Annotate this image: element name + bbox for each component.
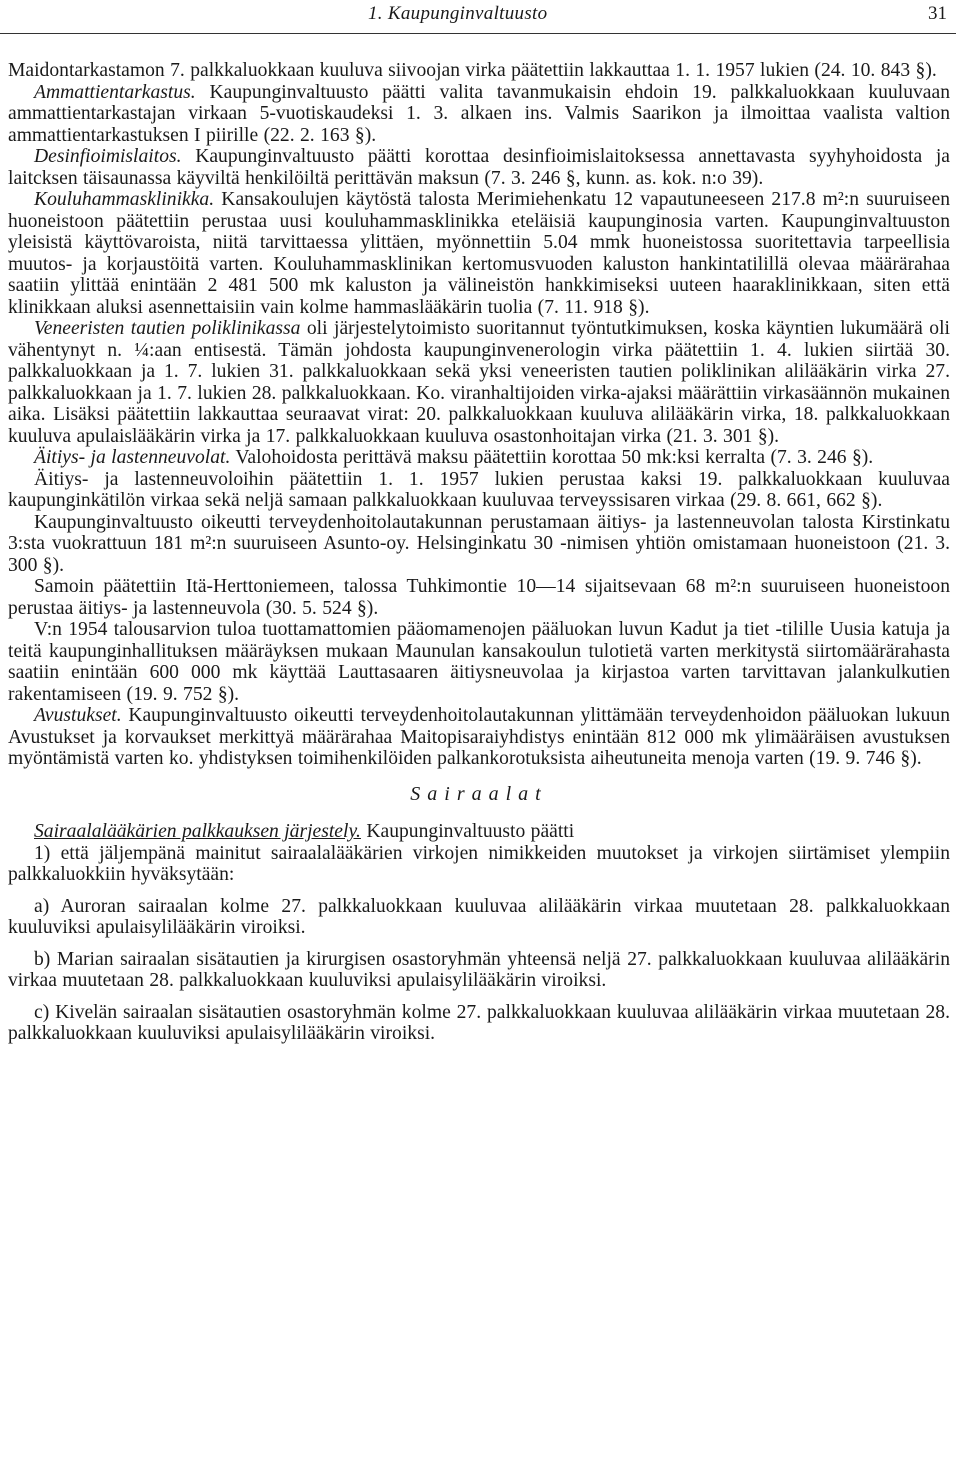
page-number: 31	[928, 3, 947, 24]
heading-avustukset: Avustukset.	[34, 705, 122, 726]
list-item-b: b) Marian sairaalan sisätautien ja kirurgisen osastoryhmän yhteensä neljä 27. palkkaluokkaan kuuluvaa alilääkärin virkaa muutetaan 28. palkkaluokkaan kuuluviksi apulaisylilääkärin viroiksi.	[8, 948, 950, 991]
section-heading-sairaalat: Sairaalat	[410, 782, 548, 805]
paragraph-kaupunginkatilot: Äitiys- ja lastenneuvoloihin päätettiin 1. 1. 1957 lukien perustaa kaksi 19. palkkaluokkaan kuuluvaa kaupunginkätilön virkaa sekä neljä samaan palkkaluokkaan kuuluvaa terveyssisaren virkaa (29. 8. 661, 662 §).	[8, 468, 950, 511]
text-sairaalalaakarit: Kaupunginvaltuusto päätti	[360, 821, 575, 842]
paragraph-maidontarkastamo: Maidontarkastamon 7. palkkaluokkaan kuuluva siivoojan virka päätettiin lakkauttaa 1. 1. 1957 lukien (24. 10. 843 §).	[8, 60, 937, 81]
heading-sairaalalaakarit: Sairaalalääkärien palkkauksen järjestely.	[34, 821, 361, 842]
heading-ammattientarkastus: Ammattientarkastus.	[34, 81, 196, 103]
paragraph-ammattientarkastus	[8, 82, 950, 147]
text-veneeriset-taudit: oli järjestelytoimisto suoritannut työntutkimuksen, koska käyntien lukumäärä oli vähentynyt n. ¼:aan entisestä. Tämän johdosta kaupunginvenerologin virka päätettiin 1. 4. lukien siirtää 30. palkkaluokkaan ja 1. 7. lukien 31. palkkaluokkaan sekä yksi veneeristen tautien poliklinikan alilääkärin virka 27. palkkaluokkaan ja 1. 7. lukien 28. palkkaluokkaan. Ko. viranhaltijoiden virka-ajaksi määrättiin virkasäännön mukainen aika. Lisäksi päätettiin lakkauttaa seuraavat virat: 20. palkkaluokkaan kuuluva alilääkärin virka, 18. palkkaluokkaan kuuluva apulaislääkärin virka ja 17. palkkaluokkaan kuuluva osastonhoitajan virka (21. 3. 301 §).	[8, 318, 950, 447]
text-ammattientarkastus: Kaupunginvaltuusto päätti valita tavanmukaisin ehdoin 19. palkkaluokkaan kuuluvaan ammattientarkastajan virkaan 5-vuotiskaudeksi 1. 3. alkaen ins. Valmis Saarikon ja ilmoittaa vaalista valtion ammattientarkastuksen I piirille (22. 2. 163 §).	[8, 81, 950, 146]
text-kouluhammasklinikka: Kansakoulujen käytöstä talosta Merimiehenkatu 12 vapautuneeseen 217.8 m²:n suuruiseen huoneistoon päätettiin perustaa uusi kouluhammasklinikka eteläisiä kaupunginosia varten. Kaupunginvaltuuston yleisistä käyttövaroista, niitä tarvittaessa ylittäen, myönnettiin 5.04 mmk huoneistossa suoritettavia tarpeellisia muutos- ja korjaustöitä varten. Kouluhammasklinikan kertomusvuoden kaluston hankintatilillä olevaa määrärahaa saatiin ylittää enintään 2 481 500 mk kaluston ja välineistön hankkimiseksi uuteen haaraklinikkaan, siten että klinikkaan aluksi asennettaisiin vain kolme hammaslääkärin tuolia (7. 11. 918 §).	[8, 189, 950, 318]
heading-kouluhammasklinikka: Kouluhammasklinikka.	[34, 189, 215, 210]
paragraph-kirstinkatu: Kaupunginvaltuusto oikeutti terveydenhoitolautakunnan perustamaan äitiys- ja lastenneuvolan talosta Kirstinkatu 3:sta vuokrattuun 181 m²:n suuruiseen Asunto-oy. Helsinginkatu 30 -nimisen yhtiön omistamaan huoneistoon (21. 3. 300 §).	[8, 511, 950, 576]
heading-desinfioimislaitos: Desinfioimislaitos.	[34, 146, 182, 167]
paragraph-sairaalalaakarit	[8, 821, 950, 843]
text-avustukset: Kaupunginvaltuusto oikeutti terveydenhoitolautakunnan ylittämään terveydenhoidon pääluokan lukuun Avustukset ja korvaukset merkittyä määrärahaa Maitopisaraiyhdistys enintään 812 000 mk ylimääräisen avustuksen myöntämistä varten ko. yhdistyksen toimihenkilöiden palkankorotuksista aiheutuneita menoja varten (19. 9. 746 §).	[8, 705, 950, 769]
paragraph-kouluhammasklinikka	[8, 189, 950, 318]
list-item-c: c) Kivelän sairaalan sisätautien osastoryhmän kolme 27. palkkaluokkaan kuuluvaa alilääkärin virkaa muutetaan 28. palkkaluokkaan kuuluviksi apulaisylilääkärin viroiksi.	[8, 1001, 950, 1044]
page-header	[0, 0, 960, 34]
heading-veneeriset-taudit: Veneeristen tautien poliklinikassa	[34, 318, 301, 339]
paragraph-aitiysneuvolat	[8, 447, 950, 469]
list-item-a: a) Auroran sairaalan kolme 27. palkkaluokkaan kuuluvaa alilääkärin virkaa muutetaan 28. palkkaluokkaan kuuluviksi apulaisylilääkärin viroiksi.	[8, 895, 950, 938]
paragraph-desinfioimislaitos	[8, 146, 950, 189]
document-body	[8, 60, 950, 1045]
paragraph-avustukset	[8, 705, 950, 770]
list-item-1: 1) että jäljempänä mainitut sairaalalääkärien virkojen nimikkeiden muutokset ja virkojen siirtämiset ylempiin palkkaluokkiin hyväksytään:	[8, 842, 950, 885]
text-aitiysneuvolat: Valohoidosta perittävä maksu päätettiin korottaa 50 mk:ksi kerralta (7. 3. 246 §).	[230, 447, 874, 468]
running-title: 1. Kaupunginvaltuusto	[368, 3, 548, 24]
paragraph-veneeriset-taudit	[8, 318, 950, 447]
heading-aitiysneuvolat: Äitiys- ja lastenneuvolat.	[34, 447, 231, 468]
text-desinfioimislaitos: Kaupunginvaltuusto päätti korottaa desinfioimislaitoksessa annettavasta syyhyhoidosta ja laitcksen täisaunassa käyviltä henkilöiltä perittävän maksun (7. 3. 246 §, kunn. as. kok. n:o 39).	[8, 146, 950, 189]
paragraph-ita-herttoniemi: Samoin päätettiin Itä-Herttoniemeen, talossa Tuhkimontie 10—14 sijaitsevaan 68 m²:n suuruiseen huoneistoon perustaa äitiys- ja lastenneuvola (30. 5. 524 §).	[8, 576, 950, 619]
paragraph-lauttasaari: V:n 1954 talousarvion tuloa tuottamattomien pääomamenojen pääluokan luvun Kadut ja tiet -tilille Uusia katuja ja teitä kaupunginhallituksen määräyksen mukaan Maunulan kansakoulun tulotietä varten merkitystä siirtomäärärahasta saatiin enintään 600 000 mk käyttää Lauttasaaren äitiysneuvolaa ja kirjastoa varten tarvittavan jalankulkutien rakentamiseen (19. 9. 752 §).	[8, 619, 950, 705]
header-rule	[0, 33, 956, 34]
